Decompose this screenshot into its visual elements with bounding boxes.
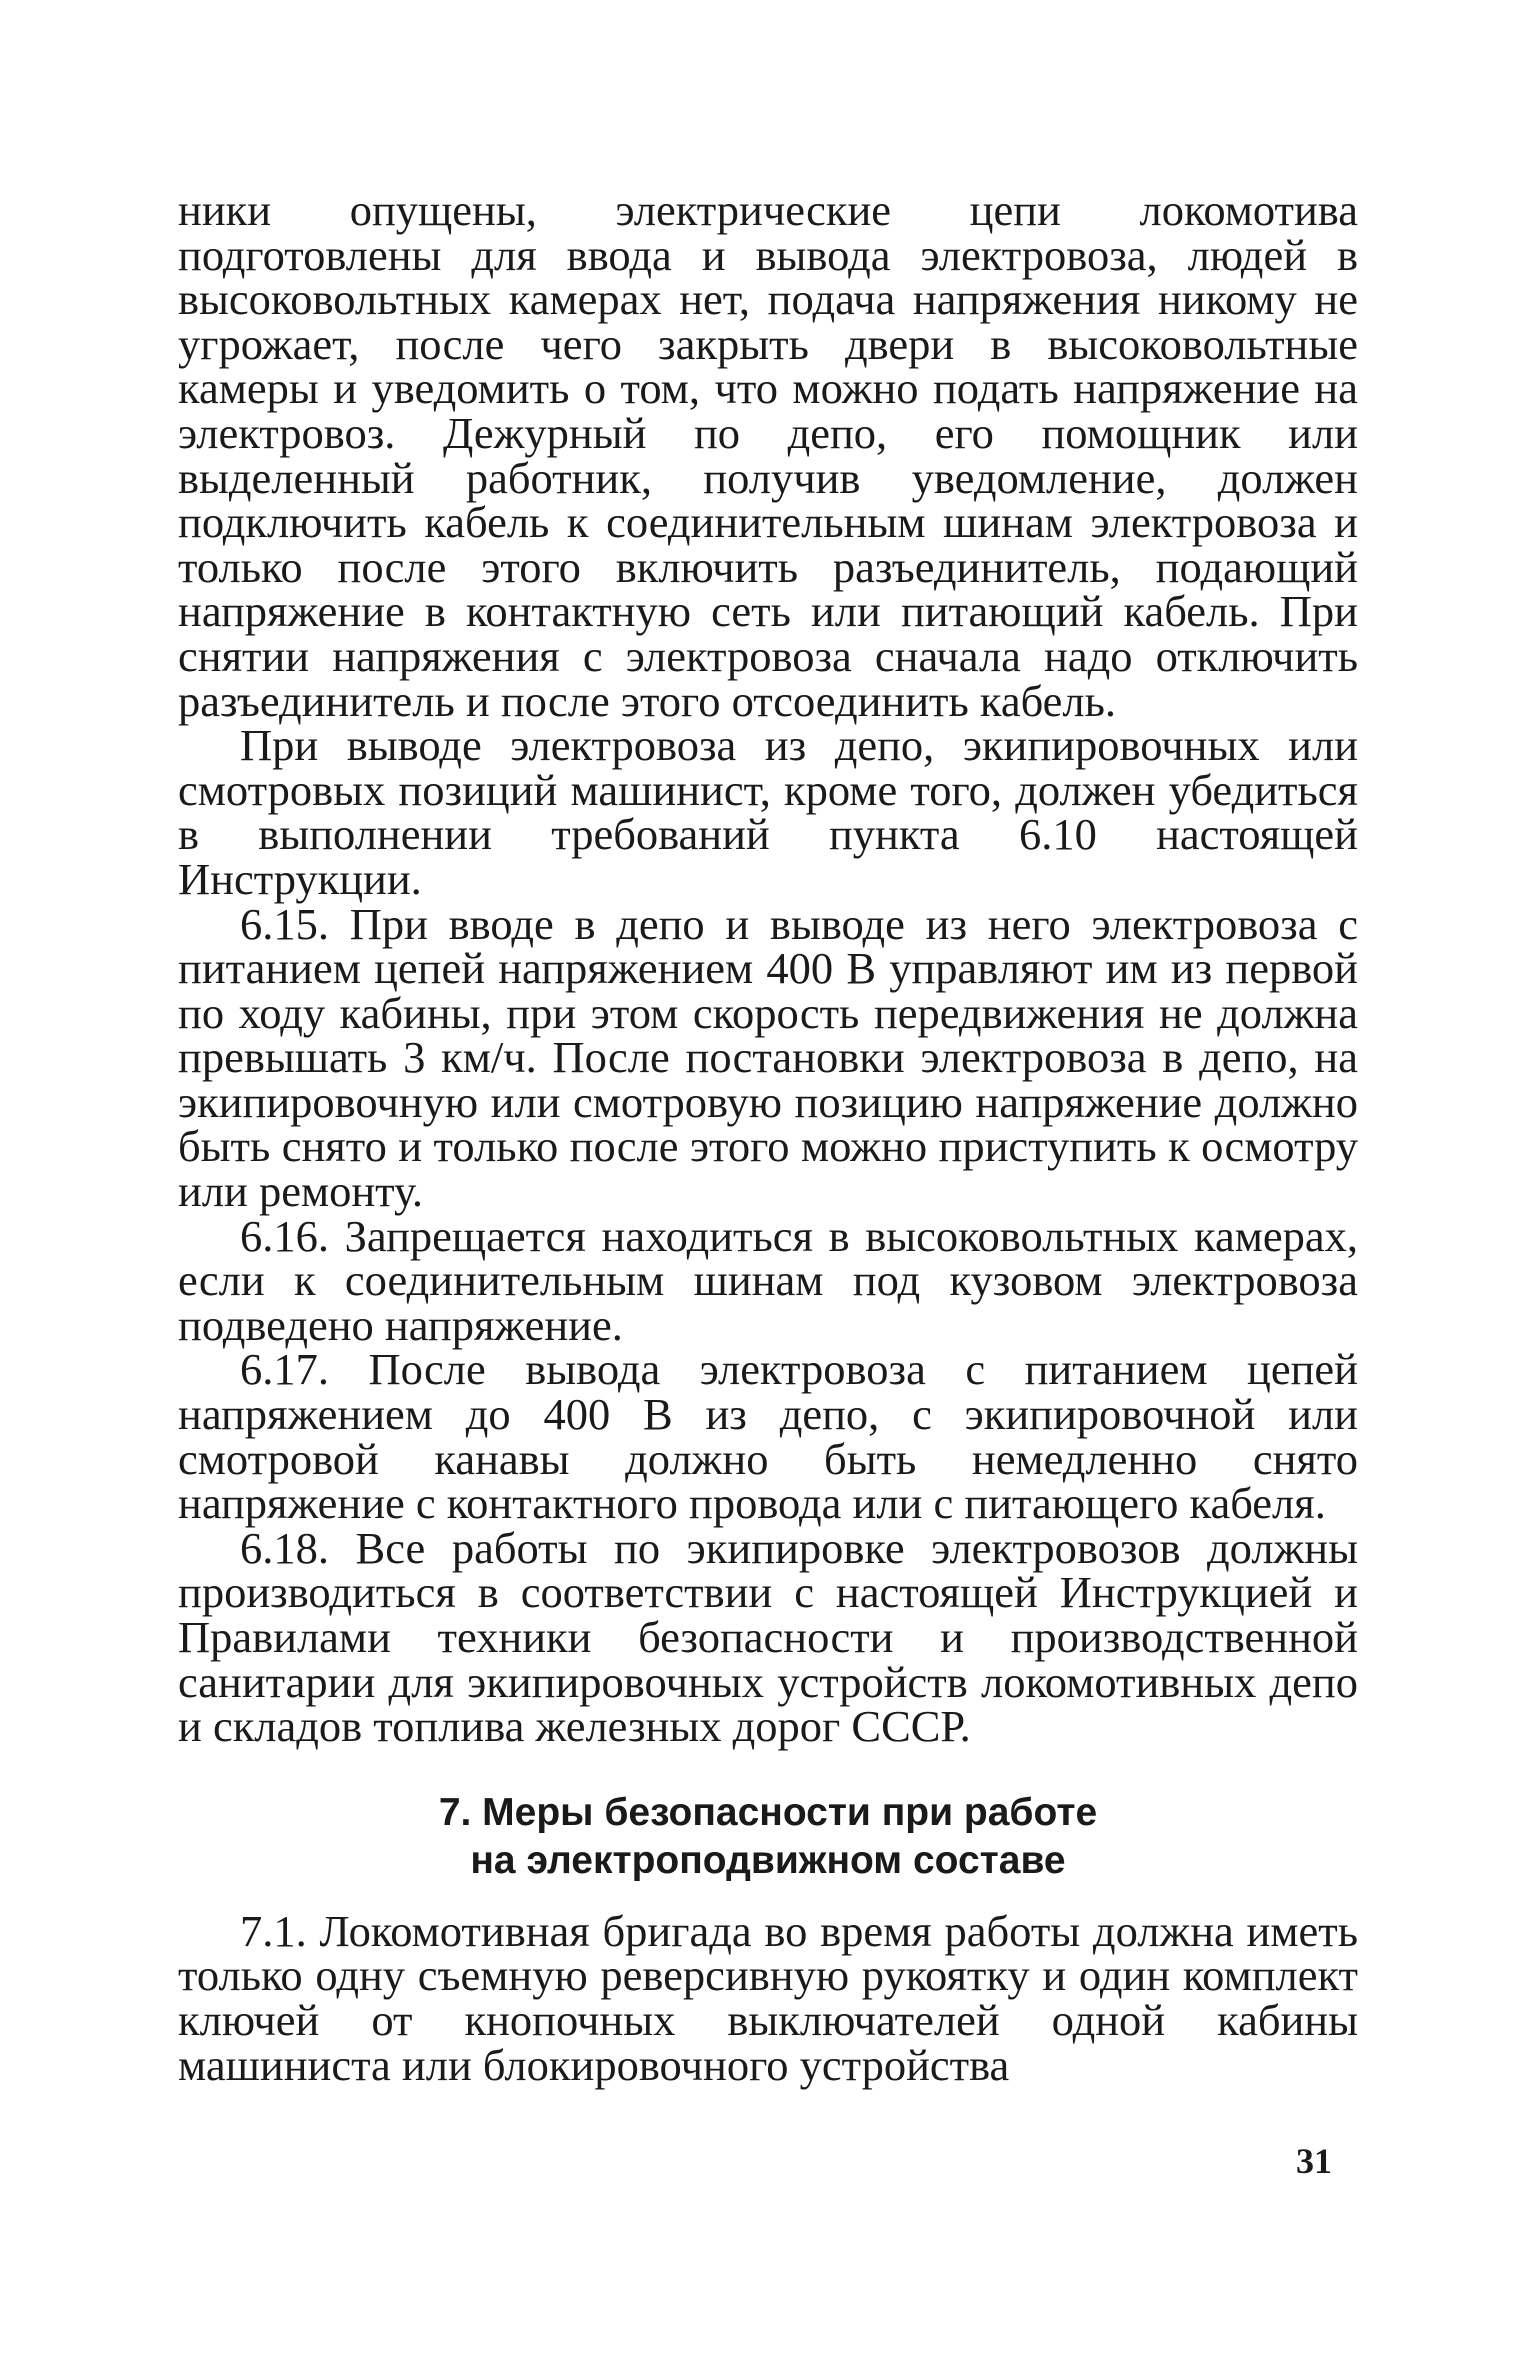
section-heading <box>178 1789 1358 1885</box>
paragraph-6-15: 6.15. При вводе в депо и выводе из него электровоза с питанием цепей напряжением 400 В управляют им из первой по ходу кабины, при этом скорость передвижения не должна превышать 3 км/ч. После постановки электровоза в депо, на экипировочную или смотровую позицию напряжение должно быть снято и только после этого можно приступить к осмотру или ремонту. <box>178 898 1358 1217</box>
document-page <box>178 185 1358 2090</box>
paragraph-continuation: ники опущены, электрические цепи локомотива подготовлены для ввода и вывода электровоза, людей в высоковольтных камерах нет, подача напряжения никому не угрожает, после чего закрыть двери в высоковольтные камеры и уведомить о том, что можно подать напряжение на электровоз. Дежурный по депо, его помощник или выделенный работник, получив уведомление, должен подключить кабель к соединительным шинам электровоза и только после этого включить разъединитель, подающий напряжение в контактную сеть или питающий кабель. При снятии напряжения с электровоза сначала надо отключить разъединитель и после этого отсоединить кабель. <box>178 185 1358 726</box>
paragraph-6-17: 6.17. После вывода электровоза с питанием цепей напряжением до 400 В из депо, с экипировочной или смотровой канавы должно быть немедленно снято напряжение с контактного провода или с питающего кабеля. <box>178 1344 1358 1529</box>
paragraph-exit-depot: При выводе электровоза из депо, экипировочных или смотровых позиций машинист, кроме того, должен убедиться в выполнении требований пункта 6.10 настоящей Инструкции. <box>178 720 1358 904</box>
section-heading-line-2: на электроподвижном составе <box>470 1838 1066 1882</box>
paragraph-7-1: 7.1. Локомотивная бригада во время работы должна иметь только одну съемную реверсивную рукоятку и один комплект ключей от кнопочных выключателей одной кабины машиниста или блокировочного устройства <box>178 1905 1358 2090</box>
page-number: 31 <box>1296 2141 1332 2181</box>
paragraph-6-16: 6.16. Запрещается находиться в высоковольтных камерах, если к соединительным шинам под кузовом электровоза подведено напряжение. <box>178 1210 1358 1350</box>
section-heading-line-1: 7. Меры безопасности при работе <box>438 1790 1098 1834</box>
paragraph-6-18: 6.18. Все работы по экипировке электровозов должны производиться в соответствии с настоящей Инструкцией и Правилами техники безопасности и производственной санитарии для экипировочных устройств локомотивных депо и складов топлива железных дорог СССР. <box>178 1522 1358 1752</box>
